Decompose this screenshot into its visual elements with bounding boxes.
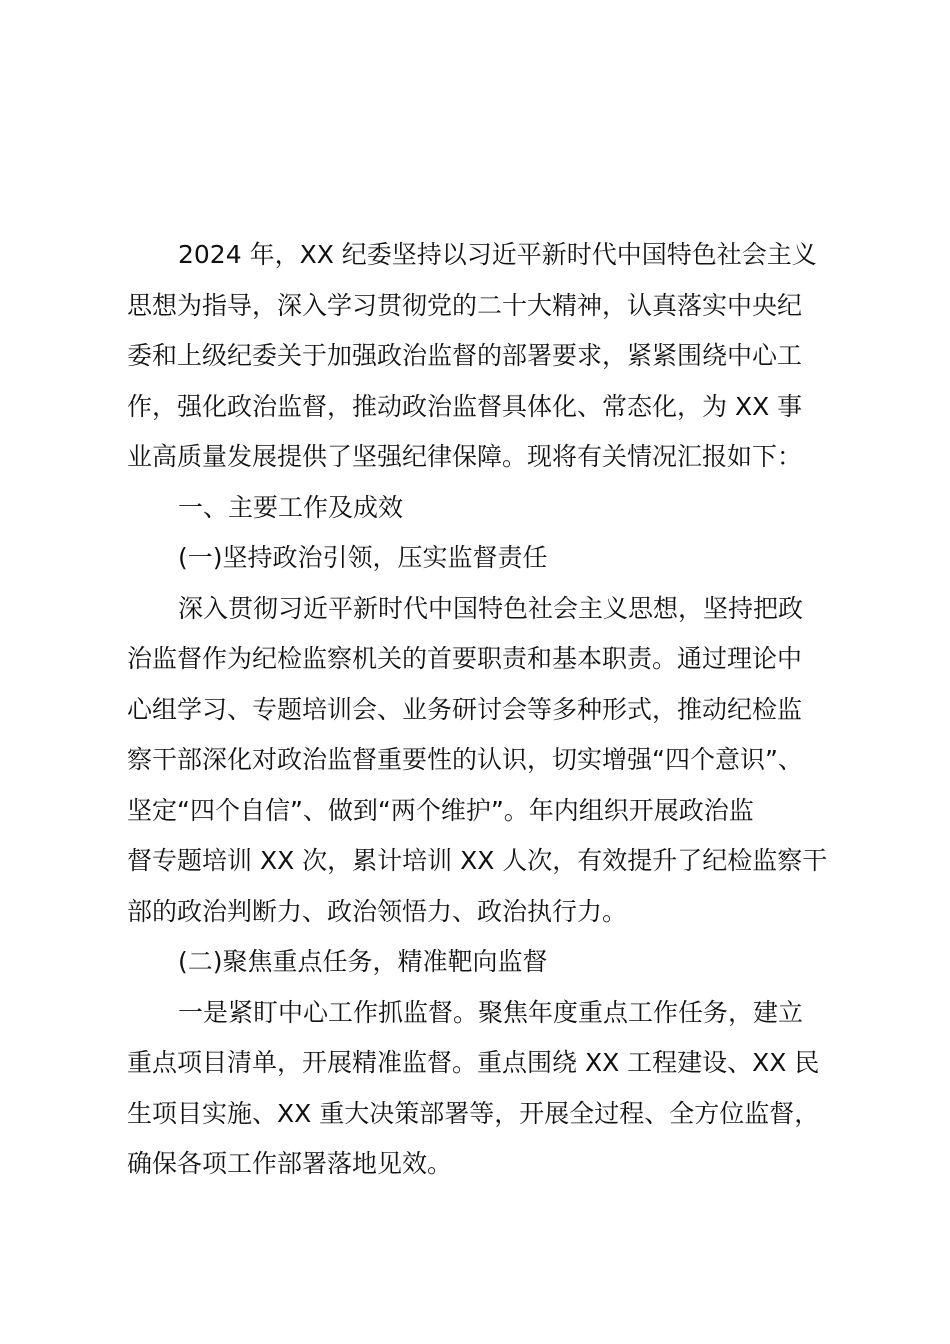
paragraph-line: 治监督作为纪检监察机关的首要职责和基本职责。通过理论中: [127, 644, 803, 673]
paragraph-line: 业高质量发展提供了坚强纪律保障。现将有关情况汇报如下：: [127, 442, 803, 471]
paragraph-line: 作，强化政治监督，推动政治监督具体化、常态化，为 XX 事: [127, 391, 803, 421]
subsection-heading: (二)聚焦重点任务，精准靶向监督: [178, 947, 548, 976]
section-1-paragraph: [127, 584, 839, 938]
subsection-heading: (一)坚持政治引领，压实监督责任: [178, 543, 548, 572]
paragraph-line: 坚定“四个自信”、做到“两个维护”。年内组织开展政治监: [127, 795, 754, 825]
section-2-paragraph: [127, 988, 839, 1190]
paragraph-line: 一是紧盯中心工作抓监督。聚焦年度重点工作任务，建立: [178, 997, 804, 1027]
paragraph-line: 确保各项工作部署落地见效。: [127, 1149, 453, 1178]
paragraph-line: 部的政治判断力、政治领悟力、政治执行力。: [127, 896, 628, 926]
paragraph-line: 委和上级纪委关于加强政治监督的部署要求，紧紧围绕中心工: [127, 341, 803, 370]
paragraph-line: 心组学习、专题培训会、业务研讨会等多种形式，推动纪检监: [127, 694, 803, 724]
paragraph-line: 生项目实施、XX 重大决策部署等，开展全过程、全方位监督，: [127, 1098, 820, 1128]
paragraph-line: 察干部深化对政治监督重要性的认识，切实增强“四个意识”、: [127, 745, 803, 774]
document-body: [127, 230, 839, 1190]
section-heading: 一、主要工作及成效: [178, 492, 404, 522]
paragraph-line: 深入贯彻习近平新时代中国特色社会主义思想，坚持把政: [178, 593, 804, 623]
paragraph-line: 督专题培训 XX 次，累计培训 XX 人次，有效提升了纪检监察干: [127, 846, 828, 875]
paragraph-line: 思想为指导，深入学习贯彻党的二十大精神，认真落实中央纪: [127, 290, 803, 320]
paragraph-line: 重点项目清单，开展精准监督。重点围绕 XX 工程建设、XX 民: [127, 1048, 820, 1077]
paragraph-line: 2024 年，XX 纪委坚持以习近平新时代中国特色社会主义: [178, 240, 817, 269]
intro-paragraph: [127, 230, 839, 483]
